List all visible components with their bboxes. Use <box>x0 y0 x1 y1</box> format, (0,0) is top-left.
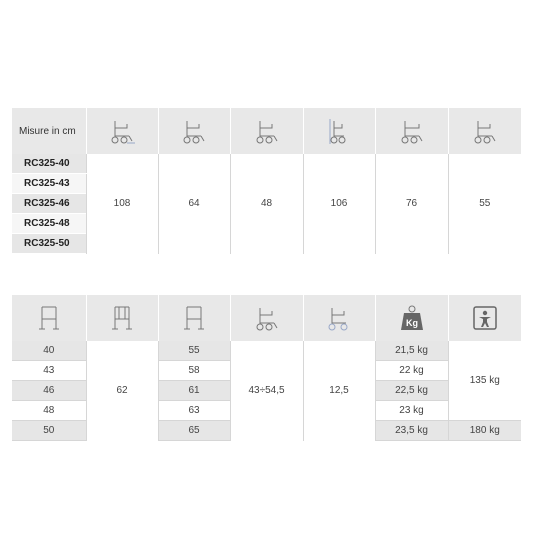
measures-label: Misure in cm <box>12 108 86 154</box>
seat-width-value: 40 <box>12 341 86 361</box>
dimensions-table-2 <box>12 295 521 441</box>
value-cell: 76 <box>375 154 448 254</box>
max-user-weight-icon <box>448 295 521 341</box>
wheelchair-height-icon <box>230 108 303 154</box>
backrest-value: 63 <box>158 401 230 421</box>
max-user-value: 135 kg <box>448 341 521 421</box>
weight-value: 23,5 kg <box>375 421 448 441</box>
wheelchair-armrest-height-icon <box>375 108 448 154</box>
value-cell: 55 <box>448 154 521 254</box>
model-label: RC325-43 <box>12 174 86 194</box>
wheel-value: 12,5 <box>303 341 375 441</box>
overall-width-icon <box>86 295 158 341</box>
table-row <box>12 341 521 361</box>
value-cell: 106 <box>303 154 375 254</box>
backrest-value: 65 <box>158 421 230 441</box>
table1-header-row <box>12 108 521 154</box>
depth-value: 43÷54,5 <box>230 341 303 441</box>
value-cell: 48 <box>230 154 303 254</box>
model-label: RC325-48 <box>12 214 86 234</box>
backrest-value: 58 <box>158 361 230 381</box>
weight-value: 23 kg <box>375 401 448 421</box>
backrest-value: 55 <box>158 341 230 361</box>
seat-width-value: 46 <box>12 381 86 401</box>
max-user-value: 180 kg <box>448 421 521 441</box>
seat-width-value: 48 <box>12 401 86 421</box>
weight-value: 22 kg <box>375 361 448 381</box>
backrest-width-icon <box>158 295 230 341</box>
value-cell: 64 <box>158 154 230 254</box>
model-label: RC325-40 <box>12 154 86 174</box>
seat-width-value: 43 <box>12 361 86 381</box>
seat-depth-range-icon <box>230 295 303 341</box>
table-row <box>12 154 521 174</box>
kg-label: Kg <box>405 318 418 328</box>
value-cell: 108 <box>86 154 158 254</box>
model-label: RC325-46 <box>12 194 86 214</box>
wheelchair-depth-icon <box>158 108 230 154</box>
overall-width-value: 62 <box>86 341 158 441</box>
model-label: RC325-50 <box>12 234 86 254</box>
weight-kg-icon <box>375 295 448 341</box>
seat-width-icon <box>12 295 86 341</box>
table2-header-row <box>12 295 521 341</box>
wheelchair-folded-height-icon <box>303 108 375 154</box>
weight-value: 21,5 kg <box>375 341 448 361</box>
backrest-value: 61 <box>158 381 230 401</box>
rear-wheel-icon <box>303 295 375 341</box>
weight-value: 22,5 kg <box>375 381 448 401</box>
wheelchair-seat-height-icon <box>448 108 521 154</box>
seat-width-value: 50 <box>12 421 86 441</box>
dimensions-table-1 <box>12 108 521 254</box>
wheelchair-width-icon <box>86 108 158 154</box>
